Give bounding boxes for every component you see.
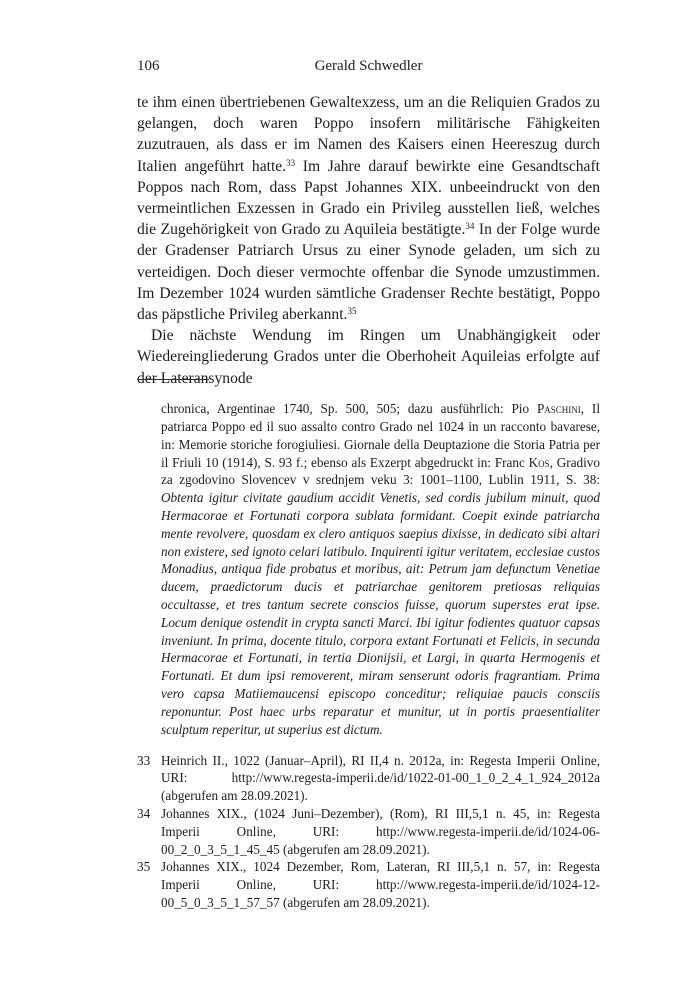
- footnote-number: 34: [137, 805, 151, 821]
- author-name: Kos: [528, 454, 550, 470]
- running-head: Gerald Schwedler: [314, 58, 423, 74]
- footnote-item: [137, 805, 600, 858]
- footnote-item: [137, 858, 600, 911]
- footnotes: [137, 387, 600, 912]
- footnote-number: 33: [137, 752, 151, 768]
- footnote-ref[interactable]: 33: [286, 157, 296, 168]
- footnote-continuation: chronica, Argentinae 1740, Sp. 500, 505; dazu ausführlich: Pio Paschini, Il patriarca Poppo ed il suo assalto contro Grado nel 1024 in un racconto bavarese, in: Memorie storiche forogiuliesi. Giornale della Deuptazione die Storia Patria per il Friuli 10 (1914), S. 93 f.; ebenso als Exzerpt abgedruckt in: Franc Kos, Gradivo za zgodovino Slovencev v srednjem veku 3: 1001–1100, Lublin 1911, S. 38: Obtenta igitur civitate gaudium accidit Venetis, sed cordis jubilum minuit, quod Hermacorae et Fortunati corpora sublata formidant. Coepit exinde patriarcha mente revolvere, quosdam ex clero antiquos saepius dixisse, in dedicato sibi altari non existere, sed ignoto celari latibulo. Inquirenti igitur veritatem, ecclesiae custos Monadius, antiqua fide probatus et moribus, ait: Petrum jam defunctum Venetiae ducem, praedictorum ducis et patriarchae genitorem pretiosas reliquias occultasse, et tres tantum secrete conscios fuisse, quorum superstes erat ipse. Locum denique ostendit in crypta sancti Marci. Ibi igitur fodientes quatuor capsas inveniunt. In prima, docente titulo, corpora extant Fortunati et Felicis, in secunda Hermacorae et Fortunati, in tertia Dionijsii, et Largi, in quarta Hermogenis et Fortunati. Et dum ipsi removerent, miram senserunt odoris fragrantiam. Prima vero capsa Matiiemaucensi episcopo conceditur; reliquiae paucis consciis reponuntur. Post haec urbs reparatur et munitur, ut in portis praesentialiter sculptum reperitur, ut superius est dictum.: [161, 401, 600, 737]
- footnote-ref[interactable]: 34: [465, 221, 475, 232]
- footnote-number: 35: [137, 859, 151, 875]
- footnote-text: Heinrich II., 1022 (Januar–April), RI II,4 n. 2012a, in: Regesta Imperii Online, URI: http://www.regesta-imperii.de/id/1022-01-00_1_0_2_4_1_924_2012a (abgerufen am 28.09.2021).: [161, 752, 600, 804]
- footnote-text: Johannes XIX., (1024 Juni–Dezember), (Rom), RI III,5,1 n. 45, in: Regesta Imperii Online, URI: http://www.regesta-imperii.de/id/1024-06-00_2_0_3_5_1_45_45 (abgerufen am 28.09.2021).: [161, 805, 600, 857]
- footnote-divider: [137, 379, 209, 380]
- paragraph: te ihm einen übertriebenen Gewaltexzess, um an die Reliquien Grados zu gelangen, doch waren Poppo insofern militärische Fähigkeiten zuzutrauen, als dass er im Namen des Kaisers einen Heereszug durch Italien angeführt hatte.$^{33}$ Im Jahre darauf bewirkte eine Gesandtschaft Poppos nach Rom, dass Papst Johannes XIX. unbeeindruckt von den vermeintlichen Exzessen in Grado ein Privileg ausstellen ließ, welches die Zugehörigkeit von Grado zu Aquileia bestätigte.$^{34}$ In der Folge wurde der Gradenser Patriarch Ursus zu einer Synode geladen, um sich zu verteidigen. Doch dieser vermochte offenbar die Synode umzustimmen. Im Dezember 1024 wurden sämtliche Gradenser Rechte bestätigt, Poppo das päpstliche Privileg aberkannt.$^{35}$: [137, 94, 600, 324]
- author-name: Paschini: [536, 401, 581, 417]
- footnote-item: [137, 752, 600, 805]
- latin-quote: Obtenta igitur civitate gaudium accidit Venetis, sed cordis jubilum minuit, quod Hermacorae et Fortunati corpora sublata formidant. Coepit exinde patriarcha mente revolvere, quosdam ex clero antiquos saepius dixisse, in dedicato sibi altari non existere, sed ignoto celari latibulo. Inquirenti igitur veritatem, ecclesiae custos Monadius, antiqua fide probatus et moribus, ait: Petrum jam defunctum Venetiae ducem, praedictorum ducis et patriarchae genitorem pretiosas reliquias occultasse, et tres tantum secrete conscios fuisse, quorum superstes erat ipse. Locum denique ostendit in crypta sancti Marci. Ibi igitur fodientes quatuor capsas inveniunt. In prima, docente titulo, corpora extant Fortunati et Felicis, in secunda Hermacorae et Fortunati, in tertia Dionijsii, et Largi, in quarta Hermogenis et Fortunati. Et dum ipsi removerent, miram senserunt odoris fragrantiam. Prima vero capsa Matiiemaucensi episcopo conceditur; reliquiae paucis consciis reponuntur. Post haec urbs reparatur et munitur, ut in portis praesentialiter sculptum reperitur, ut superius est dictum.: [161, 490, 600, 737]
- footnote-ref[interactable]: 35: [347, 306, 357, 317]
- footnote-text: Johannes XIX., 1024 Dezember, Rom, Lateran, RI III,5,1 n. 57, in: Regesta Imperii Online, URI: http://www.regesta-imperii.de/id/1024-12-00_5_0_3_5_1_57_57 (abgerufen am 28.09.2021).: [161, 859, 600, 910]
- main-text: [137, 92, 600, 389]
- page-number: 106: [137, 58, 160, 74]
- paragraph: Die nächste Wendung im Ringen um Unabhängigkeit oder Wiedereingliederung Grados unter die Oberhoheit Aquileias erfolgte auf der Lateransynode: [137, 327, 600, 387]
- page-header: [137, 58, 600, 78]
